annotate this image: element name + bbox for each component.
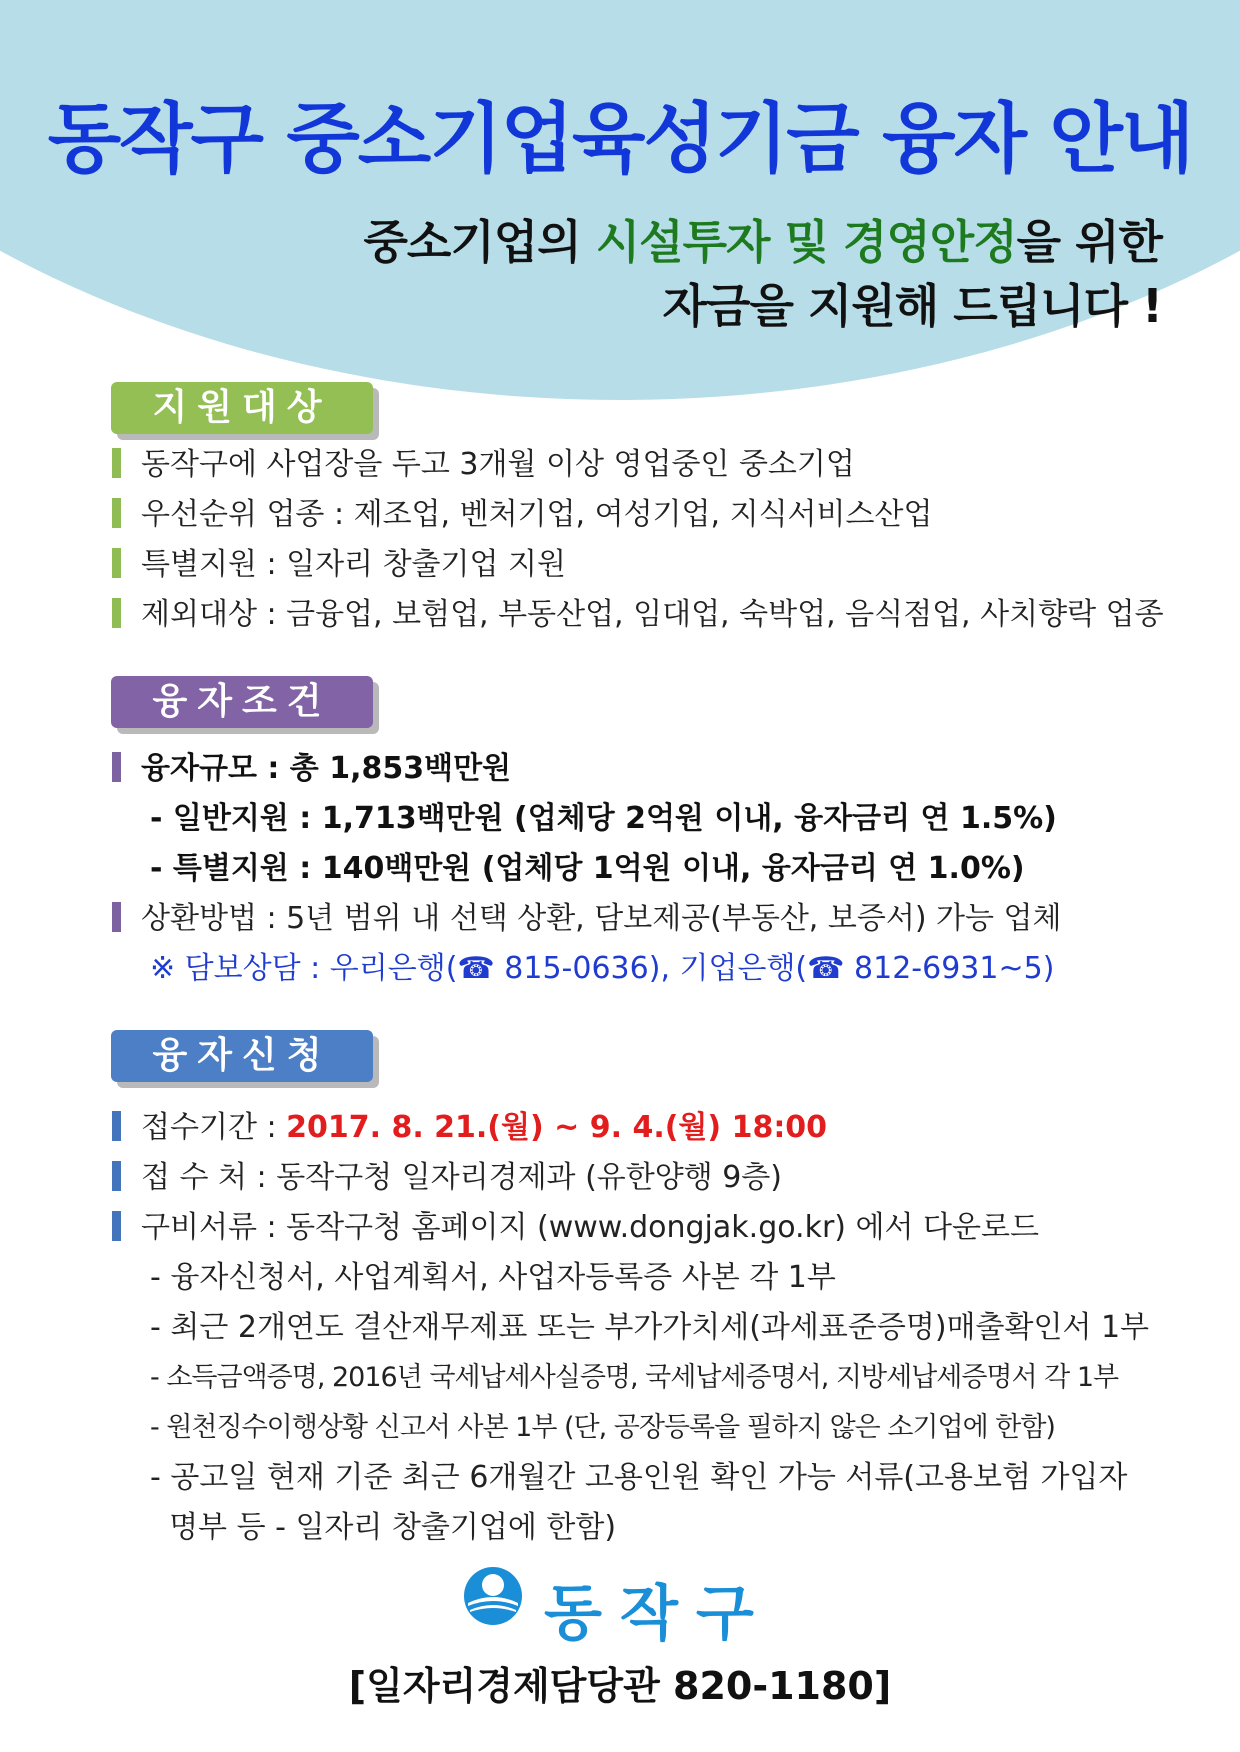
section-badge-loan-terms: 융자조건 — [111, 676, 373, 728]
bullet-mark — [112, 598, 121, 628]
contact-info: [일자리경제담당관 820-1180] — [348, 1664, 892, 1708]
document-item: - 공고일 현재 기준 최근 6개월간 고용인원 확인 가능 서류(고용보험 가입자 — [150, 1460, 1128, 1495]
bullet-mark — [112, 902, 121, 932]
bullet-mark — [112, 1211, 121, 1241]
bullet-mark — [112, 1111, 121, 1141]
document-item: 명부 등 - 일자리 창출기업에 한함) — [150, 1510, 617, 1545]
bullet-mark — [112, 498, 121, 528]
document-item: - 융자신청서, 사업계획서, 사업자등록증 사본 각 1부 — [150, 1260, 836, 1295]
item-text: 융자규모 : 총 1,853백만원 — [141, 751, 512, 786]
item-text: 특별지원 : 일자리 창출기업 지원 — [141, 547, 566, 582]
document-item: - 최근 2개연도 결산재무제표 또는 부가가치세(과세표준증명)매출확인서 1부 — [150, 1310, 1150, 1345]
collateral-note: ※ 담보상담 : 우리은행(☎ 815-0636), 기업은행(☎ 812-6931~5) — [150, 951, 1055, 986]
org-name: 동작구 — [544, 1579, 772, 1649]
bullet-mark — [112, 1161, 121, 1191]
item-text: 접 수 처 : 동작구청 일자리경제과 (유한양행 9층) — [141, 1160, 782, 1195]
page-title: 동작구 중소기업육성기금 융자 안내 — [47, 94, 1193, 183]
item-text: 제외대상 : 금융업, 보험업, 부동산업, 임대업, 숙박업, 음식점업, 사치향락 업종 — [141, 597, 1164, 632]
repayment-method — [112, 899, 1062, 939]
header-background — [0, 0, 1240, 400]
document-item: - 소득금액증명, 2016년 국세납세사실증명, 국세납세증명서, 지방세납세증명서 각 1부 — [150, 1362, 1119, 1393]
eligibility-item — [112, 545, 566, 585]
item-text: 구비서류 : 동작구청 홈페이지 (www.dongjak.go.kr) 에서 다운로드 — [141, 1210, 1039, 1245]
loan-scale — [112, 749, 511, 789]
subtitle-line-1 — [364, 206, 1163, 272]
subtitle-text: 을 위한 — [1016, 215, 1162, 269]
required-documents — [112, 1208, 1039, 1248]
eligibility-item — [112, 445, 855, 485]
item-text: 동작구에 사업장을 두고 3개월 이상 영업중인 중소기업 — [141, 447, 855, 482]
application-place — [112, 1158, 782, 1198]
special-support: - 특별지원 : 140백만원 (업체당 1억원 이내, 융자금리 연 1.0%) — [150, 851, 1025, 886]
section-badge-eligibility: 지원대상 — [111, 382, 373, 434]
bullet-mark — [112, 548, 121, 578]
eligibility-item — [112, 495, 932, 535]
bullet-mark — [112, 752, 121, 782]
eligibility-item — [112, 595, 1164, 635]
subtitle-text: 중소기업의 — [363, 215, 596, 269]
subtitle-line-2: 자금을 지원해 드립니다 ! — [662, 279, 1162, 333]
item-text: 상환방법 : 5년 범위 내 선택 상환, 담보제공(부동산, 보증서) 가능 업체 — [141, 901, 1062, 936]
section-badge-application: 융자신청 — [111, 1030, 373, 1082]
document-item: - 원천징수이행상황 신고서 사본 1부 (단, 공장등록을 필하지 않은 소기업에 한함) — [150, 1412, 1055, 1443]
subtitle-highlight: 시설투자 및 경영안정 — [595, 215, 1017, 269]
item-text: 우선순위 업종 : 제조업, 벤처기업, 여성기업, 지식서비스산업 — [141, 497, 933, 532]
general-support: - 일반지원 : 1,713백만원 (업체당 2억원 이내, 융자금리 연 1.5%) — [150, 801, 1057, 836]
application-period — [112, 1108, 827, 1148]
dongjak-logo-icon — [462, 1565, 524, 1627]
item-text: 접수기간 : — [141, 1110, 287, 1145]
period-value: 2017. 8. 21.(월) ~ 9. 4.(월) 18:00 — [286, 1110, 828, 1145]
bullet-mark — [112, 448, 121, 478]
